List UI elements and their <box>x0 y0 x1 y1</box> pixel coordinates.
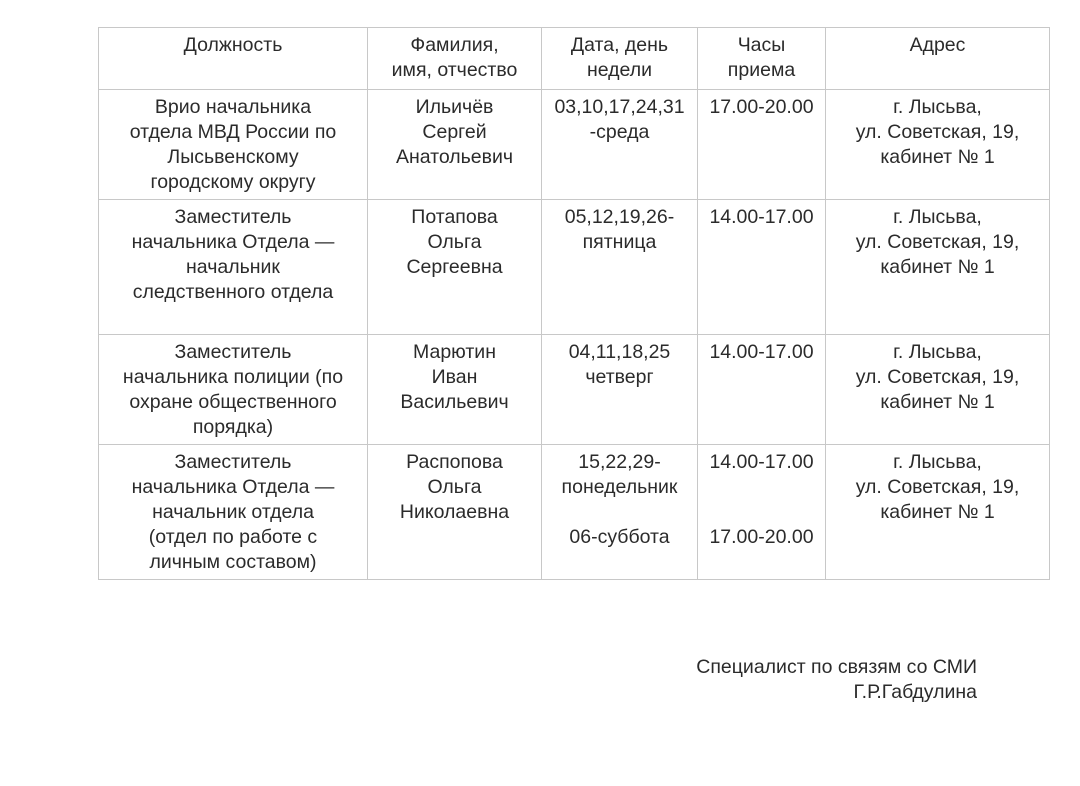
cell-line: г. Лысьва, <box>893 96 982 118</box>
header-address <box>826 28 1050 90</box>
cell-line: Фамилия, <box>410 34 499 56</box>
cell-hours <box>698 90 826 200</box>
signature-title: Специалист по связям со СМИ <box>696 656 977 678</box>
cell-line: 14.00-17.00 <box>709 451 814 473</box>
cell-spacer <box>700 475 823 500</box>
cell-line: 05,12,19,26- <box>564 206 675 228</box>
cell-line: Николаевна <box>399 501 510 523</box>
cell-line: Адрес <box>909 34 966 56</box>
cell-spacer <box>544 500 695 525</box>
cell-line: Заместитель <box>174 341 292 363</box>
header-position <box>99 28 368 90</box>
table-header-row <box>99 28 1050 90</box>
cell-line: Ольга <box>427 231 482 253</box>
cell-line: 14.00-17.00 <box>709 341 814 363</box>
cell-line: следственного отдела <box>132 281 334 303</box>
cell-line: начальник отдела <box>152 501 314 523</box>
cell-position <box>99 335 368 445</box>
cell-line: ул. Советская, 19, <box>855 476 1020 498</box>
header-reception-hours <box>698 28 826 90</box>
table-row <box>99 90 1050 200</box>
table-row <box>99 200 1050 335</box>
cell-line: кабинет № 1 <box>880 501 995 523</box>
signature-block <box>696 655 977 705</box>
header-full-name <box>368 28 542 90</box>
cell-line: Иван <box>431 366 478 388</box>
cell-line: Васильевич <box>400 391 509 413</box>
cell-line: (отдел по работе с <box>148 526 318 548</box>
cell-line: Дата, день <box>570 34 669 56</box>
cell-hours <box>698 445 826 580</box>
cell-line: ул. Советская, 19, <box>855 366 1020 388</box>
cell-line: Ольга <box>427 476 482 498</box>
cell-line: имя, отчество <box>391 59 518 81</box>
cell-line: Распопова <box>406 451 503 473</box>
cell-line: 04,11,18,25 <box>568 341 671 363</box>
cell-position <box>99 90 368 200</box>
cell-name <box>368 445 542 580</box>
cell-dates <box>542 335 698 445</box>
cell-line: начальника Отдела — <box>131 231 335 253</box>
table-row <box>99 335 1050 445</box>
cell-line: личным составом) <box>149 551 317 573</box>
cell-line: Сергеевна <box>406 256 503 278</box>
cell-line: ул. Советская, 19, <box>855 121 1020 143</box>
cell-line: Потапова <box>411 206 498 228</box>
cell-address <box>826 200 1050 335</box>
cell-line: -среда <box>589 121 650 143</box>
cell-line: 03,10,17,24,31 <box>554 96 685 118</box>
cell-line: Ильичёв <box>415 96 494 118</box>
cell-line: Должность <box>183 34 283 56</box>
cell-line: 17.00-20.00 <box>709 96 814 118</box>
cell-line: начальник <box>186 256 280 278</box>
cell-line: пятница <box>582 231 657 253</box>
cell-name <box>368 90 542 200</box>
cell-address <box>826 90 1050 200</box>
header-date-weekday <box>542 28 698 90</box>
cell-line: 06-суббота <box>569 526 670 548</box>
reception-schedule-table <box>98 27 1050 580</box>
cell-line: Часы <box>737 34 786 56</box>
cell-hours <box>698 200 826 335</box>
cell-line: приема <box>727 59 796 81</box>
cell-line: кабинет № 1 <box>880 256 995 278</box>
cell-line: Заместитель <box>174 206 292 228</box>
cell-dates <box>542 200 698 335</box>
cell-line: Марютин <box>413 341 496 363</box>
cell-line: недели <box>586 59 653 81</box>
table-row <box>99 445 1050 580</box>
cell-name <box>368 335 542 445</box>
cell-line: начальника Отдела — <box>131 476 335 498</box>
cell-line: г. Лысьва, <box>893 341 982 363</box>
cell-line: городскому округу <box>150 171 316 193</box>
cell-line: 17.00-20.00 <box>709 526 814 548</box>
cell-line: кабинет № 1 <box>880 391 995 413</box>
cell-line: ул. Советская, 19, <box>855 231 1020 253</box>
cell-spacer <box>700 500 823 525</box>
cell-dates <box>542 445 698 580</box>
cell-line: четверг <box>585 366 654 388</box>
cell-line: Заместитель <box>174 451 292 473</box>
cell-name <box>368 200 542 335</box>
cell-line: Лысьвенскому <box>167 146 299 168</box>
cell-position <box>99 445 368 580</box>
cell-line: охране общественного <box>129 391 337 413</box>
cell-line: порядка) <box>192 416 274 438</box>
cell-line: Врио начальника <box>154 96 312 118</box>
cell-line: Анатольевич <box>395 146 514 168</box>
cell-line: начальника полиции (по <box>122 366 344 388</box>
cell-address <box>826 335 1050 445</box>
cell-line: 15,22,29- <box>578 451 661 473</box>
cell-hours <box>698 335 826 445</box>
cell-line: отдела МВД России по <box>129 121 337 143</box>
cell-line: кабинет № 1 <box>880 146 995 168</box>
cell-line: г. Лысьва, <box>893 451 982 473</box>
cell-dates <box>542 90 698 200</box>
cell-line: понедельник <box>561 476 678 498</box>
cell-line: Сергей <box>422 121 487 143</box>
cell-line: г. Лысьва, <box>893 206 982 228</box>
cell-position <box>99 200 368 335</box>
cell-address <box>826 445 1050 580</box>
signature-name: Г.Р.Габдулина <box>853 681 977 703</box>
cell-line: 14.00-17.00 <box>709 206 814 228</box>
